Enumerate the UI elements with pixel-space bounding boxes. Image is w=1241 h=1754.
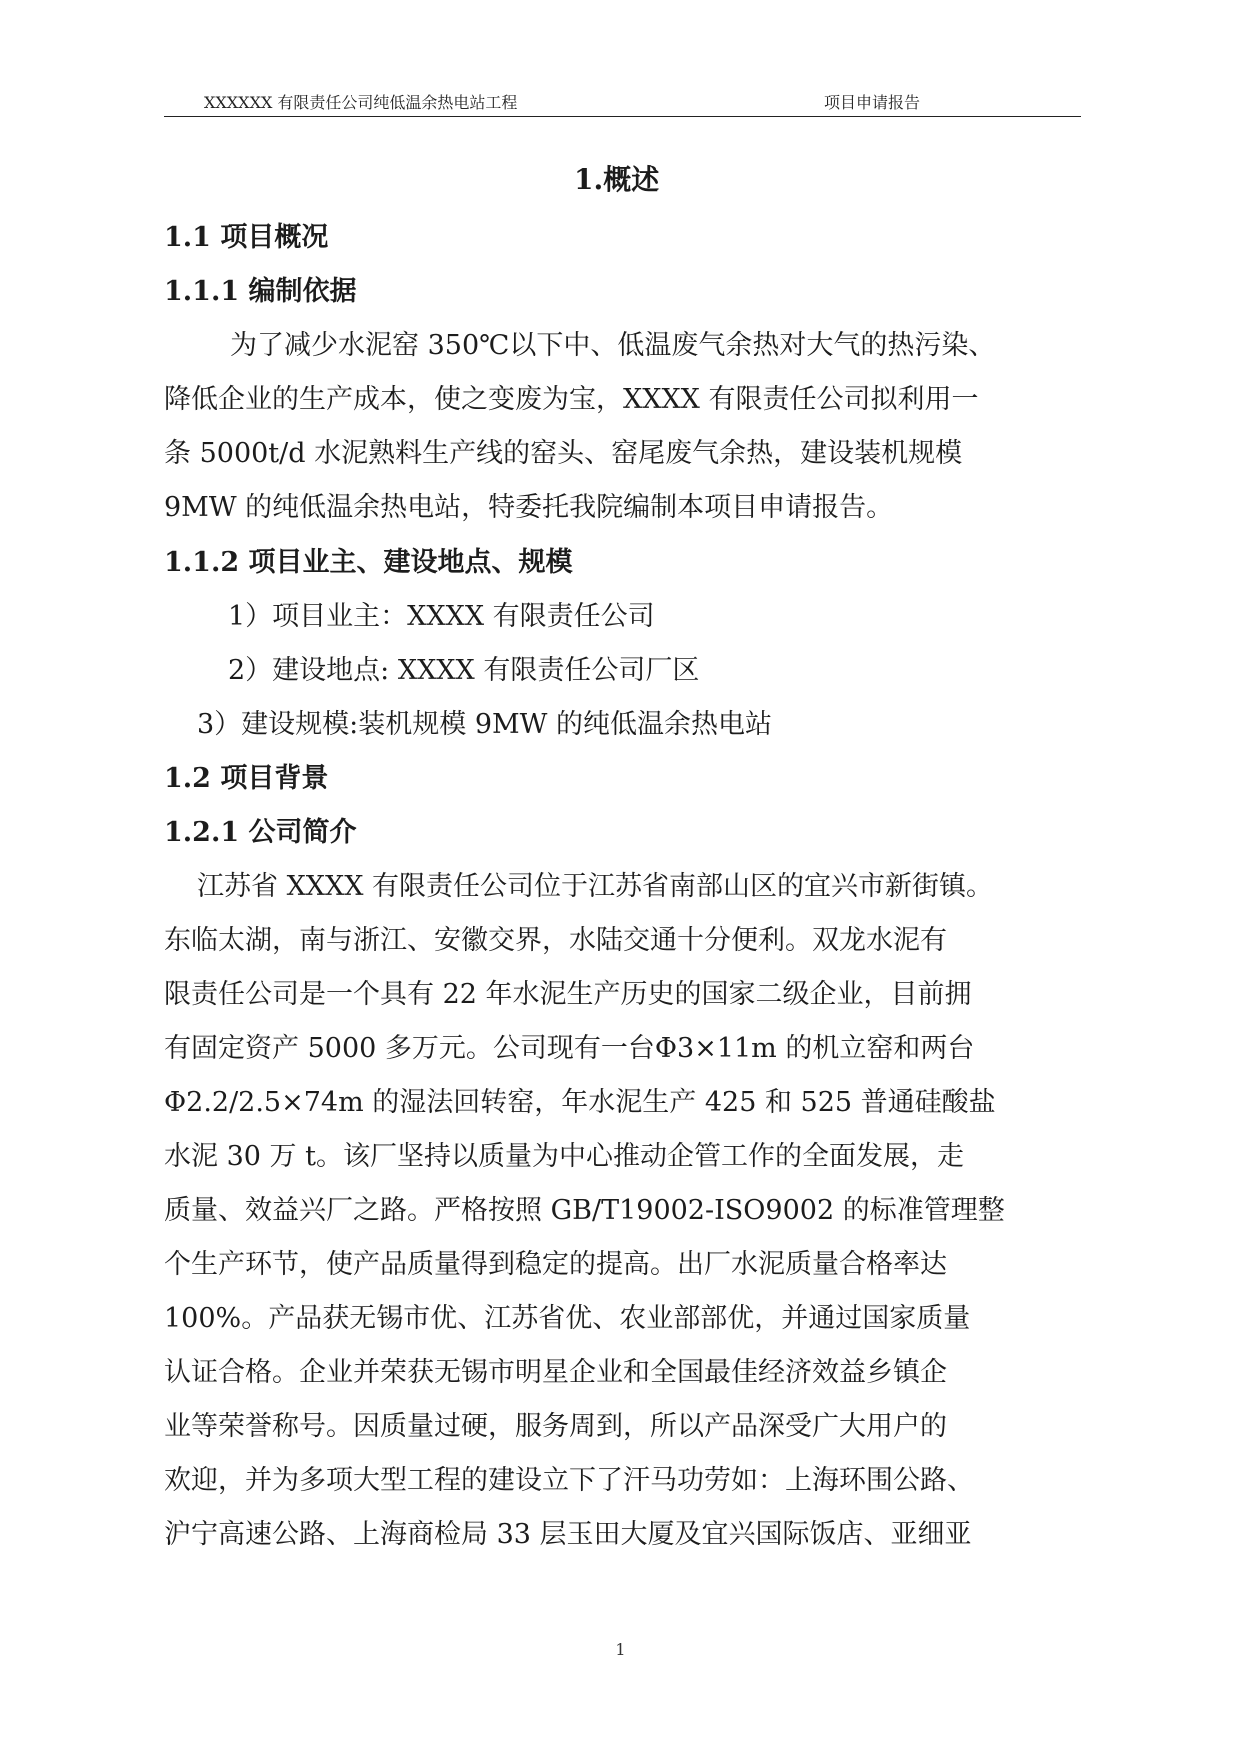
- paragraph-line: 认证合格。企业并荣获无锡市明星企业和全国最佳经济效益乡镇企: [164, 1357, 947, 1388]
- page-header: [164, 86, 1081, 114]
- paragraph-line: 江苏省 XXXX 有限责任公司位于江苏省南部山区的宜兴市新街镇。: [197, 871, 994, 902]
- section-heading-1-1: 1.1 项目概况: [164, 222, 329, 253]
- section-heading-1-2-1: 1.2.1 公司简介: [164, 817, 357, 848]
- paragraph-line: 100%。产品获无锡市优、江苏省优、农业部部优，并通过国家质量: [164, 1303, 971, 1334]
- page-number: 1: [615, 1640, 626, 1659]
- paragraph-line: 9MW 的纯低温余热电站，特委托我院编制本项目申请报告。: [164, 492, 894, 523]
- paragraph-line: 限责任公司是一个具有 22 年水泥生产历史的国家二级企业，目前拥: [164, 979, 972, 1010]
- section-heading-1-1-1: 1.1.1 编制依据: [164, 276, 357, 307]
- paragraph-line: 业等荣誉称号。因质量过硬，服务周到，所以产品深受广大用户的: [164, 1411, 947, 1442]
- paragraph-line: 东临太湖，南与浙江、安徽交界，水陆交通十分便利。双龙水泥有: [164, 925, 947, 956]
- paragraph-line: Φ2.2/2.5×74m 的湿法回转窑，年水泥生产 425 和 525 普通硅酸盐: [164, 1087, 996, 1118]
- header-divider: [164, 116, 1081, 117]
- paragraph-line: 水泥 30 万 t。该厂坚持以质量为中心推动企管工作的全面发展，走: [164, 1141, 964, 1172]
- chapter-title: 1.概述: [574, 163, 660, 196]
- list-item: 2）建设地点: XXXX 有限责任公司厂区: [228, 655, 700, 686]
- paragraph-line: 欢迎，并为多项大型工程的建设立下了汗马功劳如：上海环围公路、: [164, 1465, 974, 1496]
- paragraph-line: 质量、效益兴厂之路。严格按照 GB/T19002-ISO9002 的标准管理整: [164, 1195, 1005, 1226]
- paragraph-line: 降低企业的生产成本，使之变废为宝，XXXX 有限责任公司拟利用一: [164, 384, 979, 415]
- section-heading-1-1-2: 1.1.2 项目业主、建设地点、规模: [164, 547, 573, 578]
- paragraph-line: 沪宁高速公路、上海商检局 33 层玉田大厦及宜兴国际饭店、亚细亚: [164, 1519, 972, 1550]
- header-document-title: XXXXXX 有限责任公司纯低温余热电站工程: [204, 93, 518, 112]
- paragraph-line: 有固定资产 5000 多万元。公司现有一台Φ3×11m 的机立窑和两台: [164, 1033, 975, 1064]
- section-heading-1-2: 1.2 项目背景: [164, 763, 329, 794]
- paragraph-line: 条 5000t/d 水泥熟料生产线的窑头、窑尾废气余热，建设装机规模: [164, 438, 963, 469]
- list-item: 3）建设规模:装机规模 9MW 的纯低温余热电站: [197, 709, 773, 740]
- paragraph-line: 为了减少水泥窑 350℃以下中、低温废气余热对大气的热污染、: [230, 330, 996, 361]
- paragraph-line: 个生产环节，使产品质量得到稳定的提高。出厂水泥质量合格率达: [164, 1249, 947, 1280]
- header-report-type: 项目申请报告: [824, 93, 921, 112]
- list-item: 1）项目业主：XXXX 有限责任公司: [228, 601, 655, 632]
